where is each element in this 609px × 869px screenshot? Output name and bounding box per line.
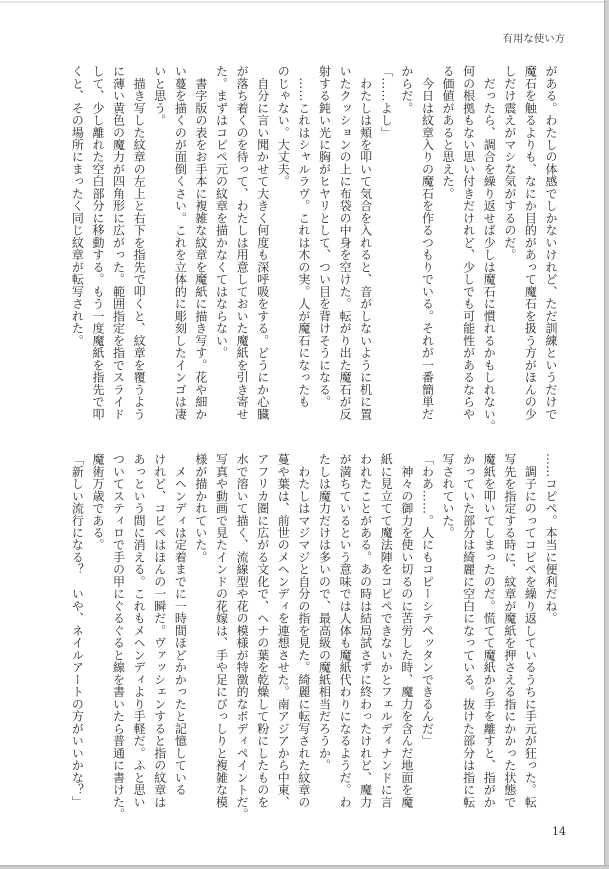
- running-head-chapter-title: 有用な使い方: [502, 33, 565, 45]
- text-line: 描き写した紋章の左上と右下を指先で叩くと、紋章を覆うよう: [132, 65, 147, 420]
- text-line: かっていた部分は綺麗に空白になっている。抜けた部分は指に転: [461, 453, 476, 808]
- text-line: しだけ震えがマシな気がするのだ。: [502, 65, 517, 261]
- text-line: が満ちているという意味では人体も魔紙代わりになるようだ。わ: [338, 453, 353, 808]
- text-line: が落ち着くのを待って、わたしは用意しておいた魔紙を引き寄せ: [235, 65, 250, 420]
- text-line: いたクッションの上に布袋の中身を空けた。転がり出た魔石が反: [338, 65, 353, 420]
- text-line: わたしはマジマジと自分の指を見た。綺麗に転写された紋章の: [296, 453, 311, 808]
- text-line: 何の根拠もない思い付きだけれど、少しでも可能性があるならや: [461, 65, 476, 420]
- page-edge-top: [0, 1, 604, 3]
- text-line: ついてスティロで手の甲にぐるぐると線を書いたら普通に書けた。: [111, 453, 126, 821]
- text-line: たしは魔力だけは多いので、最高級の魔紙相当だろうか。: [317, 453, 332, 772]
- text-line: 神々の御力を使い切るのに苦労した時、魔力を含んだ地面を魔: [399, 453, 414, 808]
- text-block-upper: [67, 65, 561, 433]
- text-line: ……これはシャルラヴ。これは木の実。人が魔石になったも: [296, 65, 311, 408]
- text-line: 水で溶いて描く、流線型や花の模様が特徴的なボディペイントだ。: [235, 453, 250, 821]
- text-line: に薄い黄色の魔力が四角形に広がった。範囲指定を指でスライド: [111, 65, 126, 420]
- text-line: 射する鈍い光に胸がヒヤリとして、つい目を背けそうになる。: [317, 65, 332, 408]
- text-line: からだ。: [399, 65, 414, 114]
- text-line: くと、その場所にまったく同じ紋章が転写された。: [70, 65, 85, 347]
- dialogue-line: 「わあ……。人にもコピーシテペッタンできるんだ」: [420, 453, 435, 747]
- dialogue-line: 「新しい流行になる？ いや、ネイルアートの方がいいかな？」: [70, 453, 85, 808]
- text-line: 魔術万歳である。: [90, 453, 105, 551]
- text-line: アフリカ圏に広がる文化で、ヘナの葉を乾燥して粉にしたものを: [255, 453, 270, 808]
- text-line: た。まずはコピペ元の紋章を描かなくてはならない。: [214, 65, 229, 359]
- text-line: 調子にのってコピペを繰り返しているうちに手元が狂った。転: [523, 453, 538, 808]
- text-line: 写真や動画で見たインドの花嫁は、手や足にびっしりと複雑な模: [214, 453, 229, 808]
- text-line: わたしは頬を叩いて気合を入れると、音がしないように机に置: [358, 65, 373, 420]
- page-number: 14: [552, 825, 566, 838]
- text-line: い蔓を描くのが面倒くさい。これを立体的に彫刻したインゴは凄: [173, 65, 188, 420]
- text-line: けれど、コピペはほんの一瞬だ。ヴァッシェンすると指の紋章は: [152, 453, 167, 808]
- text-line: 魔石を触るよりも、なにか目的があって魔石を扱う方がほんの少: [523, 65, 538, 420]
- text-line: メヘンディは定着までに一時間ほどかかったと記憶している: [173, 453, 188, 796]
- text-line: われたことがある。あの時は結局試さずに終わったけれど、魔力: [358, 453, 373, 808]
- text-line: して、少し離れた空白部分に移動する。もう一度魔紙を指先で叩: [90, 65, 105, 420]
- text-line: 写先を指定する時に、紋章が魔紙を押さえる指にかかった状態で: [502, 453, 517, 808]
- text-line: 写されていた。: [441, 453, 456, 539]
- text-line: だったら、調合を繰り返せば少しは魔石に慣れるかもしれない。: [482, 65, 497, 433]
- dialogue-line: 「……よし」: [379, 65, 394, 139]
- text-line: いと思う。: [152, 65, 167, 127]
- page-edge-shadow-bottom: [0, 865, 609, 869]
- text-line: 紙に見立てて魔法陣をコピペできないかとフェルディナンドに言: [379, 453, 394, 808]
- text-line: 自分に言い聞かせて大きく何度も深呼吸をする。どうにか心臓: [255, 65, 270, 420]
- text-line: のじゃない。大丈夫。: [276, 65, 291, 188]
- text-line: 様が描かれていた。: [193, 453, 208, 564]
- text-line: ……コピペ。本当に便利だね。: [544, 453, 558, 625]
- text-line: 今日は紋章入りの魔石を作るつもりでいる。それが一番簡単だ: [420, 65, 435, 420]
- text-line: る価値があると思えた。: [441, 65, 456, 200]
- text-line: あっという間に消える。これもメヘンディより手軽だ。ふと思い: [132, 453, 147, 808]
- page-edge-shadow-right: [604, 0, 609, 869]
- text-line: 書字版の表をお手本に複雑な紋章を魔紙に描き写す。花や細か: [193, 65, 208, 420]
- text-block-lower: [67, 453, 561, 821]
- text-line: がある。わたしの体感でしかないけれど、ただ訓練というだけで: [544, 65, 558, 420]
- text-line: 蔓や葉は、前世のメヘンディを連想させた。南アジアから中東、: [276, 453, 291, 808]
- text-line: 魔紙を叩いてしまったのだ。慌てて魔紙から手を離すと、指がか: [482, 453, 497, 808]
